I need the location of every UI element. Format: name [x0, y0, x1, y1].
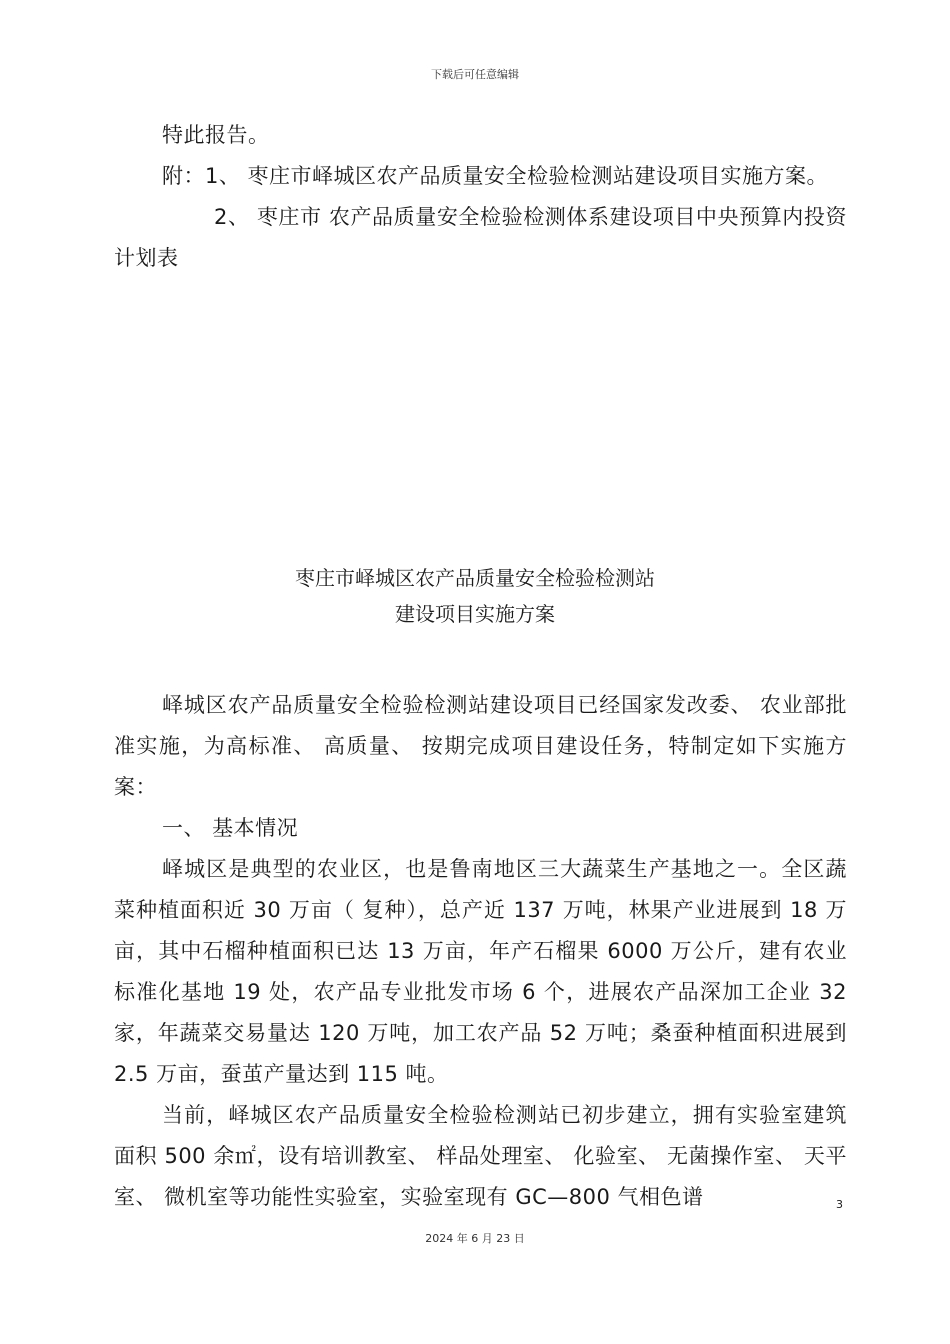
document-title-line-1: 枣庄市峄城区农产品质量安全检验检测站 — [295, 566, 655, 590]
document-title-line-2: 建设项目实施方案 — [395, 602, 555, 626]
attachment-item-1: 附：1、 枣庄市峄城区农产品质量安全检验检测站建设项目实施方案。 — [162, 164, 829, 188]
document-body — [114, 685, 847, 1218]
document-title — [0, 560, 950, 632]
report-closing-section — [114, 115, 847, 279]
body-paragraph: 峄城区是典型的农业区，也是鲁南地区三大蔬菜生产基地之一。全区蔬菜种植面积近 30 万亩（ 复种），总产近 137 万吨，林果产业进展到 18 万亩，其中石榴种植面积已达 13 万亩，年产石榴果 6000 万公斤，建有农业标准化基地 19 处，农产品专业批发市场 6 个，进展农产品深加工企业 32 家，年蔬菜交易量达 120 万吨，加工农产品 52 万吨；桑蚕种植面积进展到 2.5 万亩，蚕茧产量达到 115 吨。 — [114, 857, 847, 1086]
page-number: 3 — [836, 1198, 843, 1211]
page-header: 下载后可任意编辑 — [431, 68, 519, 81]
closing-statement: 特此报告。 — [162, 123, 270, 147]
page-footer-date: 2024 年 6 月 23 日 — [425, 1232, 525, 1245]
body-paragraph: 当前，峄城区农产品质量安全检验检测站已初步建立，拥有实验室建筑面积 500 余㎡，设有培训教室、 样品处理室、 化验室、 无菌操作室、 天平室、 微机室等功能性实验室，实验室现有 GC—800 气相色谱 — [114, 1103, 847, 1209]
attachment-item-2: 2、 枣庄市 农产品质量安全检验检测体系建设项目中央预算内投资计划表 — [114, 205, 847, 270]
intro-paragraph: 峄城区农产品质量安全检验检测站建设项目已经国家发改委、 农业部批准实施，为高标准、 高质量、 按期完成项目建设任务，特制定如下实施方案： — [114, 693, 847, 799]
section-heading: 一、 基本情况 — [162, 816, 299, 840]
